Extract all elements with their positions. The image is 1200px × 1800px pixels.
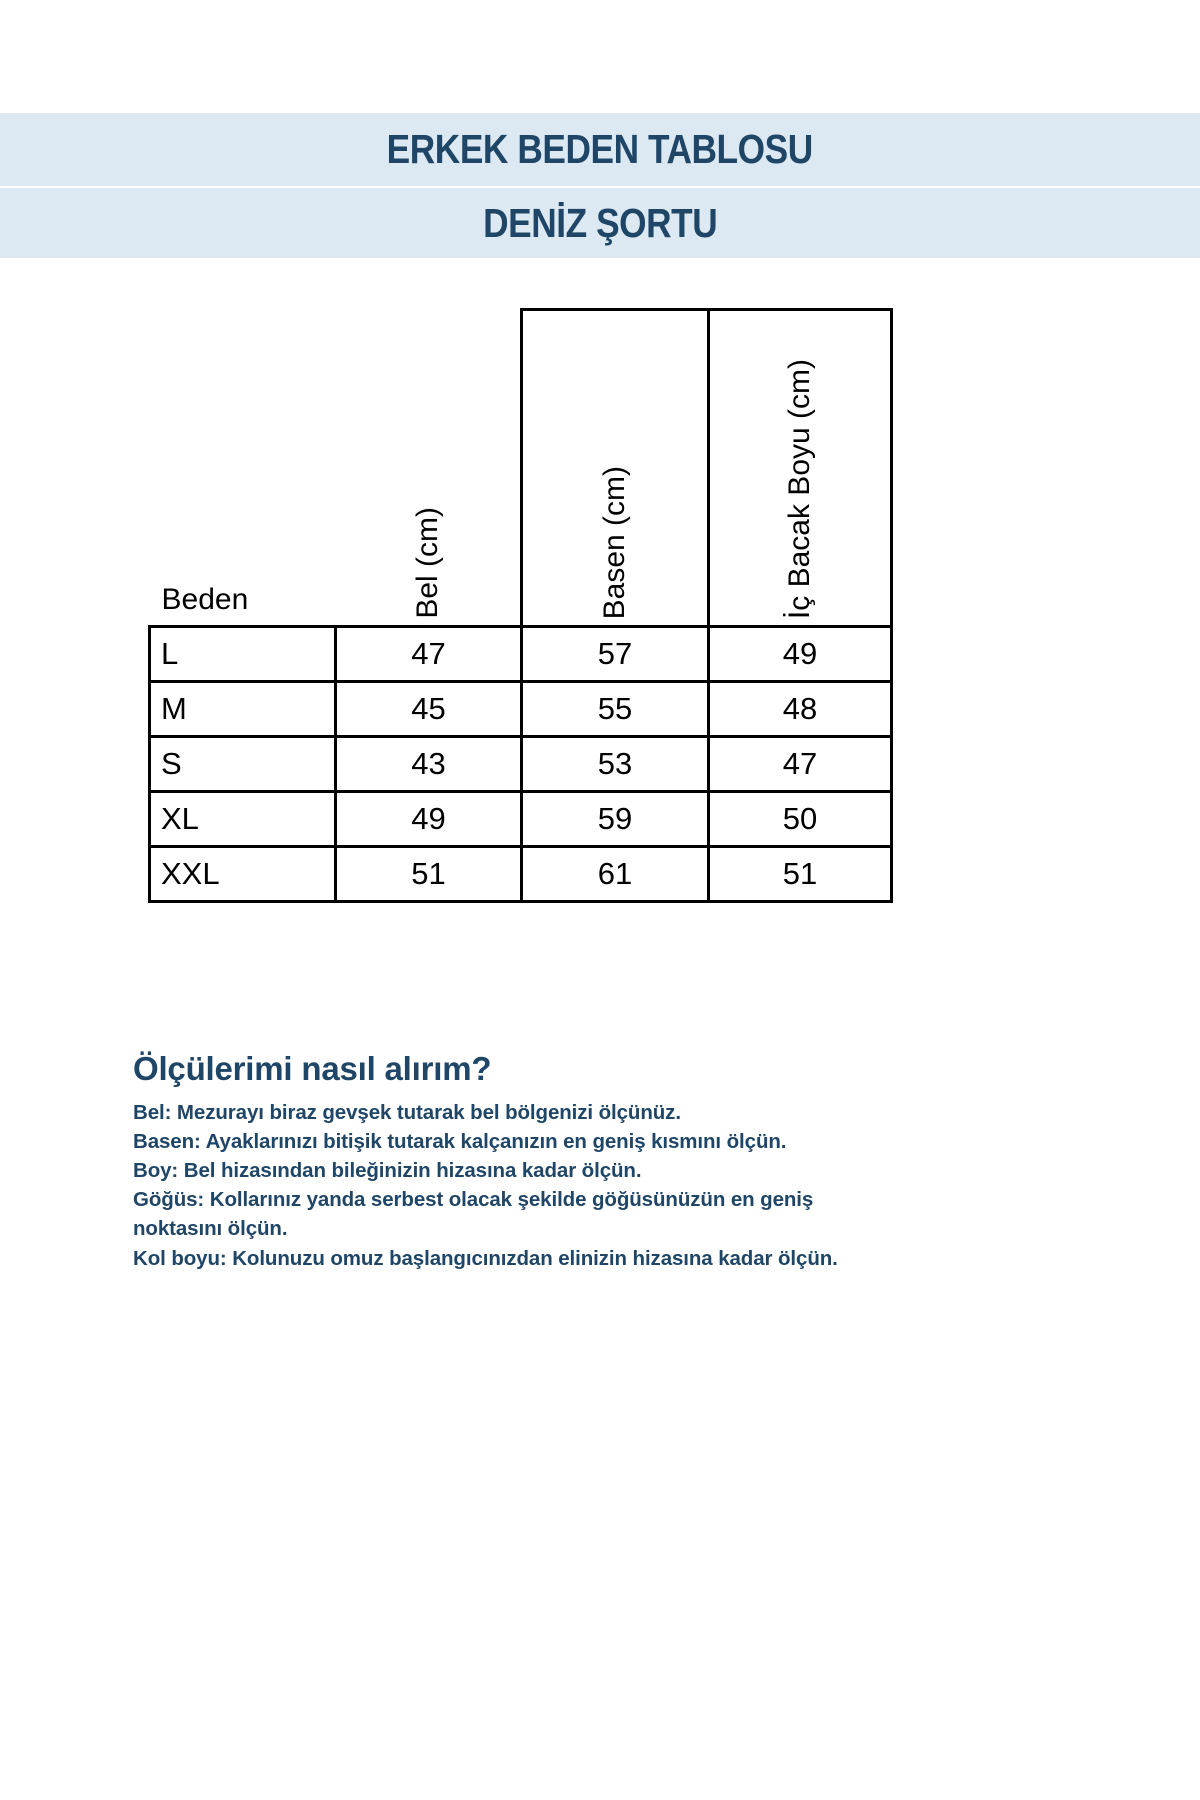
column-header-ic-bacak-boyu (709, 310, 892, 627)
measure-instruction-bel: Bel: Mezurayı biraz gevşek tutarak bel bölgenizi ölçünüz. (133, 1101, 681, 1124)
title-banner-secondary (0, 188, 1200, 258)
cell-bel: 51 (336, 847, 522, 902)
column-header-basen (522, 310, 709, 627)
title-banner-primary (0, 113, 1200, 186)
cell-size: L (150, 627, 336, 682)
column-header-ic-bacak-boyu-label: İç Bacak Boyu (cm) (783, 358, 816, 619)
table-row (150, 627, 892, 682)
column-header-beden (150, 310, 336, 627)
measure-instruction-kol-boyu: Kol boyu: Kolunuzu omuz başlangıcınızdan elinizin hizasına kadar ölçün. (133, 1246, 838, 1270)
table-header-row (150, 310, 892, 627)
column-header-bel-label: Bel (cm) (410, 507, 444, 619)
cell-size: XL (150, 792, 336, 847)
cell-bel: 47 (336, 627, 522, 682)
table-row (150, 792, 892, 847)
cell-basen: 61 (522, 847, 709, 902)
cell-bel: 45 (336, 682, 522, 737)
cell-basen: 55 (522, 682, 709, 737)
cell-size: XXL (150, 847, 336, 902)
page-title: ERKEK BEDEN TABLOSU (386, 126, 814, 172)
cell-basen: 57 (522, 627, 709, 682)
column-header-beden-label: Beden (161, 583, 249, 616)
table (148, 308, 893, 903)
how-to-measure-section (133, 1050, 953, 1273)
measure-instruction-gogus-cont: noktasını ölçün. (133, 1217, 288, 1241)
table-body (150, 627, 892, 902)
table-row (150, 847, 892, 902)
how-to-measure-title: Ölçülerimi nasıl alırım? (133, 1050, 492, 1087)
cell-size: S (150, 737, 336, 792)
cell-bel: 49 (336, 792, 522, 847)
cell-bel: 43 (336, 737, 522, 792)
cell-ic-bacak-boyu: 50 (709, 792, 892, 847)
cell-ic-bacak-boyu: 51 (709, 847, 892, 902)
cell-ic-bacak-boyu: 47 (709, 737, 892, 792)
column-header-bel (336, 310, 522, 627)
measure-instruction-basen: Basen: Ayaklarınızı bitişik tutarak kalçanızın en geniş kısmını ölçün. (133, 1130, 787, 1154)
cell-ic-bacak-boyu: 48 (709, 682, 892, 737)
column-header-basen-label: Basen (cm) (598, 465, 631, 619)
measure-instruction-gogus: Göğüs: Kollarınız yanda serbest olacak şekilde göğüsünüzün en geniş (133, 1188, 814, 1212)
size-chart-table (148, 308, 890, 903)
cell-size: M (150, 682, 336, 737)
cell-ic-bacak-boyu: 49 (709, 627, 892, 682)
table-row (150, 682, 892, 737)
page-subtitle: DENİZ ŞORTU (482, 199, 718, 246)
measure-instruction-boy: Boy: Bel hizasından bileğinizin hizasına kadar ölçün. (133, 1159, 642, 1183)
cell-basen: 53 (522, 737, 709, 792)
cell-basen: 59 (522, 792, 709, 847)
table-row (150, 737, 892, 792)
